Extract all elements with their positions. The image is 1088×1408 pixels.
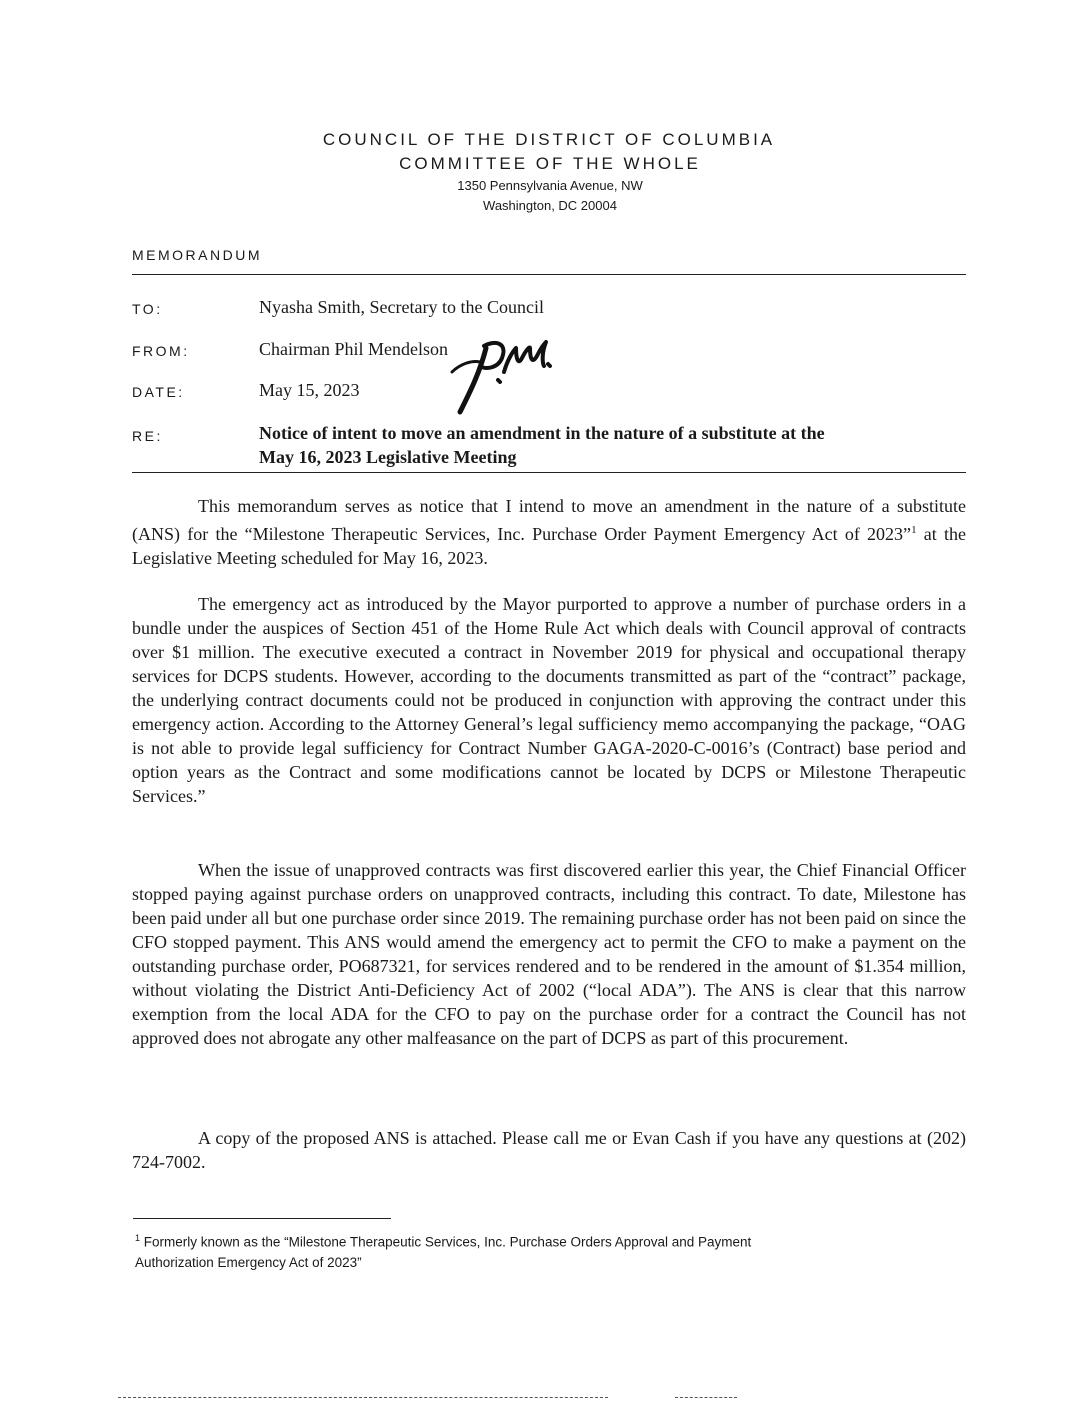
letterhead-committee-name: COMMITTEE OF THE WHOLE <box>399 154 701 173</box>
header-top-rule <box>132 274 966 275</box>
header-bottom-rule <box>132 472 966 473</box>
footnote-marker: 1 <box>135 1233 141 1243</box>
paragraph-1-text-b: at the Legislative Meeting scheduled for May 16, 2023. <box>132 524 966 568</box>
re-subject-line-1: Notice of intent to move an amendment in the nature of a substitute at the <box>259 423 825 443</box>
paragraph-4-text: A copy of the proposed ANS is attached. Please call me or Evan Cash if you have any questions at (202) 724-7002. <box>132 1128 966 1172</box>
letterhead-address-city: Washington, DC 20004 <box>483 198 617 213</box>
body-paragraph-2 <box>132 592 966 808</box>
paragraph-1-text-a: This memorandum serves as notice that I intend to move an amendment in the nature of a substitute (ANS) for the “Milestone Therapeutic Services, Inc. Purchase Order Payment Emergency Act of 2023” <box>132 496 966 544</box>
re-label: RE: <box>132 428 163 444</box>
letterhead-council-name: COUNCIL OF THE DISTRICT OF COLUMBIA <box>322 130 776 149</box>
letterhead-address-street: 1350 Pennsylvania Avenue, NW <box>457 178 643 193</box>
scan-artifact-line-left <box>118 1397 608 1398</box>
footnote-reference: 1 <box>911 524 917 536</box>
body-paragraph-3 <box>132 858 966 1050</box>
re-subject <box>259 421 959 469</box>
body-paragraph-1 <box>132 494 966 570</box>
footnote-separator-rule <box>133 1218 391 1219</box>
from-value: Chairman Phil Mendelson <box>259 339 448 359</box>
scan-artifact-line-right <box>675 1397 737 1398</box>
footnote-line-2: Authorization Emergency Act of 2023” <box>135 1254 362 1270</box>
date-value: May 15, 2023 <box>259 380 360 400</box>
handwritten-initials-signature-icon <box>446 336 556 416</box>
paragraph-2-text: The emergency act as introduced by the Mayor purported to approve a number of purchase orders in a bundle under the auspices of Section 451 of the Home Rule Act which deals with Council approval of contracts over $1 million. The executive executed a contract in November 2019 for physical and occupational therapy services for DCPS students. However, according to the documents transmitted as part of the “contract” package, the underlying contract documents could not be produced in conjunction with approving the contract under this emergency action. According to the Attorney General’s legal sufficiency memo accompanying the package, “OAG is not able to provide legal sufficiency for Contract Number GAGA-2020-C-0016’s (Contract) base period and option years as the Contract and some modifications cannot be located by DCPS or Milestone Therapeutic Services.” <box>132 594 966 806</box>
to-value: Nyasha Smith, Secretary to the Council <box>259 297 544 317</box>
footnote <box>135 1228 935 1273</box>
from-label: FROM: <box>132 343 190 359</box>
letterhead <box>0 128 1088 216</box>
date-label: DATE: <box>132 384 185 400</box>
body-paragraph-4 <box>132 1126 966 1174</box>
re-subject-line-2: May 16, 2023 Legislative Meeting <box>259 447 517 467</box>
paragraph-3-text: When the issue of unapproved contracts was first discovered earlier this year, the Chief Financial Officer stopped paying against purchase orders on unapproved contracts, including this contract. To date, Milestone has been paid under all but one purchase order since 2019. The remaining purchase order has not been paid on since the CFO stopped payment. This ANS would amend the emergency act to permit the CFO to make a payment on the outstanding purchase order, PO687321, for services rendered and to be rendered in the amount of $1.354 million, without violating the District Anti-Deficiency Act of 2002 (“local ADA”). The ANS is clear that this narrow exemption from the local ADA for the CFO to pay on the purchase order for a contract the Council has not approved does not abrogate any other malfeasance on the part of DCPS as part of this procurement. <box>132 860 966 1048</box>
memorandum-label: MEMORANDUM <box>132 247 262 263</box>
to-label: TO: <box>132 301 163 317</box>
footnote-line-1: Formerly known as the “Milestone Therapeutic Services, Inc. Purchase Orders Approval and Payment <box>143 1234 752 1250</box>
